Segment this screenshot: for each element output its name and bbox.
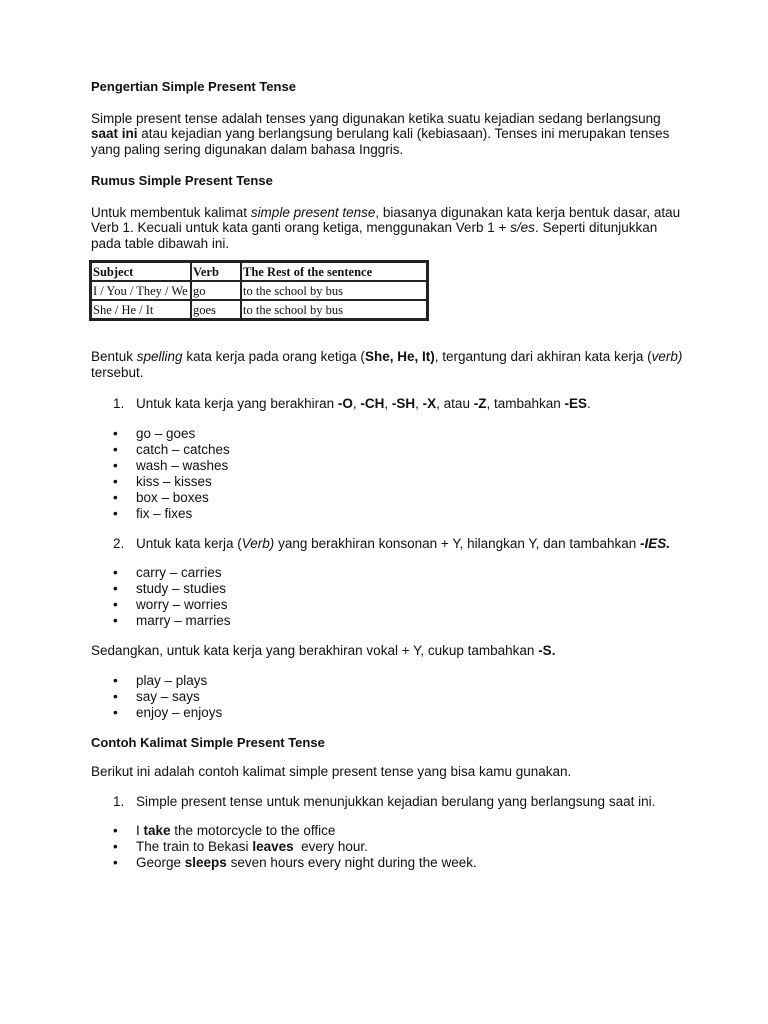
list-item [91,536,691,552]
text-run: the motorcycle to the office [170,823,336,838]
rule-list-3 [91,794,691,810]
italic-run: spelling [136,349,183,364]
text-run: Untuk kata kerja ( [136,535,242,551]
bold-run: take [143,823,171,838]
paragraph-vokal [91,643,691,659]
rule-list-2 [91,536,691,552]
text-run: , tergantung dari akhiran kata kerja ( [434,349,652,364]
list-item: • carry – carries [91,565,691,581]
italic-run: verb) [651,349,683,364]
bold-run: -Z [473,396,487,411]
list-item: • worry – worries [91,597,691,613]
bullet-list-ies [91,565,691,629]
paragraph-definition [91,111,691,158]
text-run: George [136,855,185,870]
table-cell: I / You / They / We [91,281,191,300]
text-run: . Seperti ditunjukkan pada table dibawah ini. [91,220,658,251]
bold-run: -ES [564,396,588,411]
paragraph-spelling [91,349,691,380]
bullet-list-es [91,426,691,522]
bold-run: sleeps [184,855,227,870]
bold-run: -X [422,396,437,411]
bold-run: -O [337,396,353,411]
text-run: I [136,823,144,838]
table-row [91,300,427,319]
text-run: Untuk membentuk kalimat [91,204,251,220]
text-run: The train to Bekasi [136,839,253,854]
header-cell: Verb [191,262,241,281]
table-cell: go [191,281,241,300]
list-item [91,396,691,412]
text-run: Sedangkan, untuk kata kerja yang berakhiran vokal + Y, cukup tambahkan [91,643,539,658]
list-item: • say – says [91,689,691,705]
text-run: , [352,396,361,411]
list-item: • play – plays [91,673,691,689]
text-run: Bentuk [91,349,137,364]
bold-italic-run: -IES. [639,535,670,551]
list-item [91,839,691,855]
paragraph-contoh: Berikut ini adalah contoh kalimat simple present tense yang bisa kamu gunakan. [91,764,572,779]
list-item: • marry – marries [91,613,691,629]
verb-table [89,260,429,321]
list-number: 1. [113,396,125,411]
document-page [91,79,691,871]
table-cell: to the school by bus [241,281,427,300]
table-row [91,281,427,300]
bold-run: -CH [360,396,385,411]
list-item: • wash – washes [91,458,691,474]
bold-run: She, He, It) [364,349,435,364]
list-item: • fix – fixes [91,506,691,522]
list-item: • box – boxes [91,490,691,506]
table-cell: to the school by bus [241,300,427,319]
bullet-list-examples [91,823,691,871]
table-header-row [91,262,427,281]
text-run: , tambahkan [486,396,565,411]
list-item: • go – goes [91,426,691,442]
text-run: every hour. [293,839,368,854]
list-item: • enjoy – enjoys [91,705,691,721]
header-cell: Subject [91,262,191,281]
text-run: , atau [436,396,474,411]
text-run: yang berakhiran konsonan + Y, hilangkan Y, dan tambahkan [274,535,640,551]
text-run: tersebut. [91,364,144,380]
text-run: . [587,396,591,411]
list-item [91,855,691,871]
list-item: • study – studies [91,581,691,597]
paragraph-rumus [91,205,691,252]
list-item: • catch – catches [91,442,691,458]
heading-rumus: Rumus Simple Present Tense [91,173,273,188]
text-run: , biasanya digunakan kata kerja bentuk dasar, atau Verb 1. Kecuali untuk kata ganti orang ketiga, menggunakan Verb 1 + [91,204,681,235]
text-run: Simple present tense adalah tenses yang digunakan ketika suatu kejadian sedang berlangsung [91,110,661,126]
bold-run: -S. [538,643,556,658]
heading-pengertian: Pengertian Simple Present Tense [91,79,296,94]
list-item [91,823,691,839]
heading-contoh: Contoh Kalimat Simple Present Tense [91,734,325,750]
text-run: Simple present tense untuk menunjukkan kejadian berulang yang berlangsung saat ini. [136,793,656,809]
italic-run: simple present tense [250,204,376,220]
text-run: atau kejadian yang berlangsung berulang kali (kebiasaan). Tenses ini merupakan tenses yang paling sering digunakan dalam bahasa Inggris. [91,126,670,157]
text-run: seven hours every night during the week. [226,855,477,870]
table-cell: goes [191,300,241,319]
header-cell: The Rest of the sentence [241,262,427,281]
bold-run: -SH [391,396,416,411]
list-item [91,794,691,810]
text-run: kata kerja pada orang ketiga ( [182,349,365,364]
list-number: 2. [113,535,125,551]
text-run: , [415,396,423,411]
bold-run: leaves [252,839,294,854]
bold-run: saat ini [91,126,138,141]
list-item: • kiss – kisses [91,474,691,490]
italic-run: Verb) [241,535,275,551]
table-cell: She / He / It [91,300,191,319]
bullet-list-s [91,673,691,721]
text-run: , [384,396,392,411]
rule-list-1 [91,396,691,412]
list-number: 1. [113,793,125,809]
italic-run: s/es [510,220,535,235]
text-run: Untuk kata kerja yang berakhiran [136,396,338,411]
